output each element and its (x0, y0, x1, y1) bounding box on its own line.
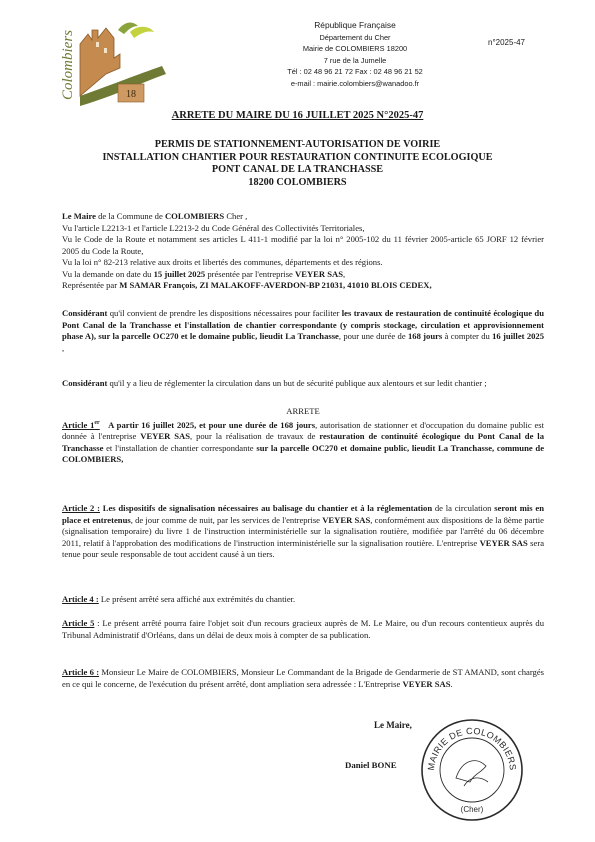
text-span: et l'installation de chantier correspondante (103, 442, 257, 453)
text-span: , (62, 342, 65, 353)
subject-line: PONT CANAL DE LA TRANCHASSE (211, 164, 384, 175)
stamp-ring-path: MAIRIE DE COLOMBIERS (425, 725, 519, 772)
text-span: seront mis en place et entretenus (62, 503, 545, 525)
works-description: restauration de continuité écologique du Pont Canal de la Tranchasse (62, 431, 544, 453)
subject-line: 18200 COLOMBIERS (248, 176, 347, 188)
request-date: 15 juillet 2025 (153, 268, 206, 279)
text-span: : Le présent arrêté pourra faire l'objet soit d'un recours gracieux auprès de M. Le Maire, ou d'un recours contentieux auprès du Tribunal Administratif d'Orléans, dans un délai de deux mois à compter de sa publication. (62, 618, 544, 640)
article-2 (62, 503, 544, 561)
text-span: à compter du (442, 331, 493, 341)
arrete-heading: ARRETE (286, 406, 320, 416)
header-address: 7 rue de la Jumelle (323, 55, 387, 65)
article-6 (62, 667, 544, 690)
considerant-word: Considérant (62, 308, 108, 318)
letterhead (260, 20, 450, 89)
article-5 (62, 618, 544, 641)
company-name: VEYER SAS (140, 431, 191, 442)
text-span: Monsieur Le Maire de COLOMBIERS, Monsieur Le Commandant de la Brigade de Gendarmerie de ST AMAND, sont chargés en ce qui le concerne, de l'exécution du présent arrêté, dont ampliation sera adressée : L'Entreprise (62, 667, 545, 689)
company-name: VEYER SAS (402, 678, 451, 689)
text-span: qu'il y a lieu de réglementer la circulation dans un but de sécurité publique aux alentours et sur ledit chantier ; (107, 378, 487, 388)
text-span: , de jour comme de nuit, par les services de l'entreprise (130, 514, 323, 525)
works-location: sur la parcelle OC270 et domaine public, lieudit La Tranchasse, commune de COLOMBIERS, (62, 442, 545, 465)
text-span: de la Commune de (95, 211, 165, 221)
article-label: Article 4 : (62, 594, 99, 604)
article-label: Article 6 : (62, 667, 100, 677)
article-4 (62, 594, 544, 606)
considerant-word: Considérant (62, 378, 108, 388)
article-intro: A partir 16 juillet 2025, et pour une durée de 168 jours (108, 419, 316, 430)
works-description: les travaux de restauration de continuité écologique du Pont Canal de la Tranchasse et l'installation de chantier correspondante (y compris stockage, circulation et approvisionnement phase A), sur la parcelle OC270 et le domaine public, lieudit La Tranchasse (62, 308, 544, 341)
company-name: VEYER SAS (295, 268, 343, 279)
document-reference: n°2025-47 (488, 38, 526, 47)
text-span: sera tenue pour seule responsable de tout accident causé à un tiers. (62, 537, 545, 559)
signature-title: Le Maire, (374, 720, 412, 730)
text-span: Article 1 (62, 419, 95, 430)
text-span: . (450, 678, 453, 689)
document-subject (40, 139, 555, 189)
text-span: , conformément aux dispositions de la 8ème partie (signalisation temporaire) du livre 1 de l'instruction interministérielle sur la signalisation routière, modifiée par l'arrêté du 06 décembre 2011, relatif à l'approbation des modifications de l'instruction interministérielle sur la signalisation routière. L'entreprise (62, 514, 544, 548)
header-email: e-mail : mairie.colombiers@wanadoo.fr (290, 78, 420, 88)
text-span: Vu la demande on date du (62, 268, 154, 279)
subject-line: PERMIS DE STATIONNEMENT-AUTORISATION DE VOIRIE (154, 139, 441, 150)
header-phone: Tél : 02 48 96 21 72 Fax : 02 48 96 21 52 (287, 67, 423, 76)
company-name: VEYER SAS (479, 537, 528, 548)
text-span: , (343, 268, 346, 279)
article-label: Article 5 (62, 618, 95, 628)
text-span: , pour la réalisation de travaux de (190, 431, 320, 442)
text-span: présentée par l'entreprise (205, 268, 295, 279)
article-label (62, 420, 100, 430)
header-republic: République Française (314, 20, 396, 30)
text-span: Cher , (224, 211, 248, 221)
text-span: Le présent arrêté sera affiché aux extrémités du chantier. (98, 594, 296, 604)
representative: M SAMAR François, ZI MALAKOFF-AVERDON-BP 21031, 41010 BLOIS CEDEX, (119, 280, 432, 290)
company-name: VEYER SAS (322, 514, 371, 525)
vu-line: Vu la loi n° 82-213 relative aux droits et libertés des communes, départements et des régions. (62, 257, 383, 267)
vu-line: Vu l'article L2213-1 et l'article L2213-2 du Code Général des Collectivités Territoriales, (62, 222, 365, 233)
preamble (62, 211, 544, 292)
text-span: Les dispositifs de signalisation nécessaires au balisage du chantier et à la réglementation (99, 503, 433, 513)
commune-name: COLOMBIERS (164, 211, 225, 221)
signatory-name: Daniel BONE (345, 760, 397, 770)
article-1 (62, 418, 544, 466)
duration: 168 jours (407, 331, 443, 341)
vu-line: Vu le Code de la Route et notamment ses articles L 411-1 modifié par la loi n° 2005-102 du 11 février 2005-article 65 JORF 12 février 2005 du Code la Route, (62, 234, 544, 256)
considerant-2 (62, 378, 544, 390)
subject-line: INSTALLATION CHANTIER POUR RESTAURATION CONTINUITE ECOLOGIQUE (102, 151, 493, 163)
text-span: de la circulation (432, 503, 495, 513)
logo-badge: 18 (126, 89, 136, 100)
le-maire-label: Le Maire (62, 211, 96, 221)
text-span: Représentée par (62, 280, 120, 290)
text-span: , pour une durée de (338, 331, 408, 341)
document-title: ARRETE DU MAIRE DU 16 JUILLET 2025 N°2025-47 (171, 110, 424, 121)
text-span: , autorisation de stationner et d'occupation du domaine public est donnée à l'entreprise (62, 419, 544, 442)
text-span: qu'il convient de prendre les dispositions nécessaires pour faciliter (107, 308, 342, 318)
commune-logo (58, 8, 176, 108)
header-mairie: Mairie de COLOMBIERS 18200 (302, 44, 408, 53)
superscript: er (94, 420, 100, 426)
stamp-bottom-text: (Cher) (460, 805, 484, 814)
official-stamp (418, 716, 526, 824)
considerant-1 (62, 308, 544, 354)
logo-text: Colombiers (60, 29, 76, 100)
header-department: Département du Cher (319, 32, 391, 42)
start-date: 16 juillet 2025 (492, 331, 545, 341)
article-label: Article 2 : (62, 503, 100, 513)
